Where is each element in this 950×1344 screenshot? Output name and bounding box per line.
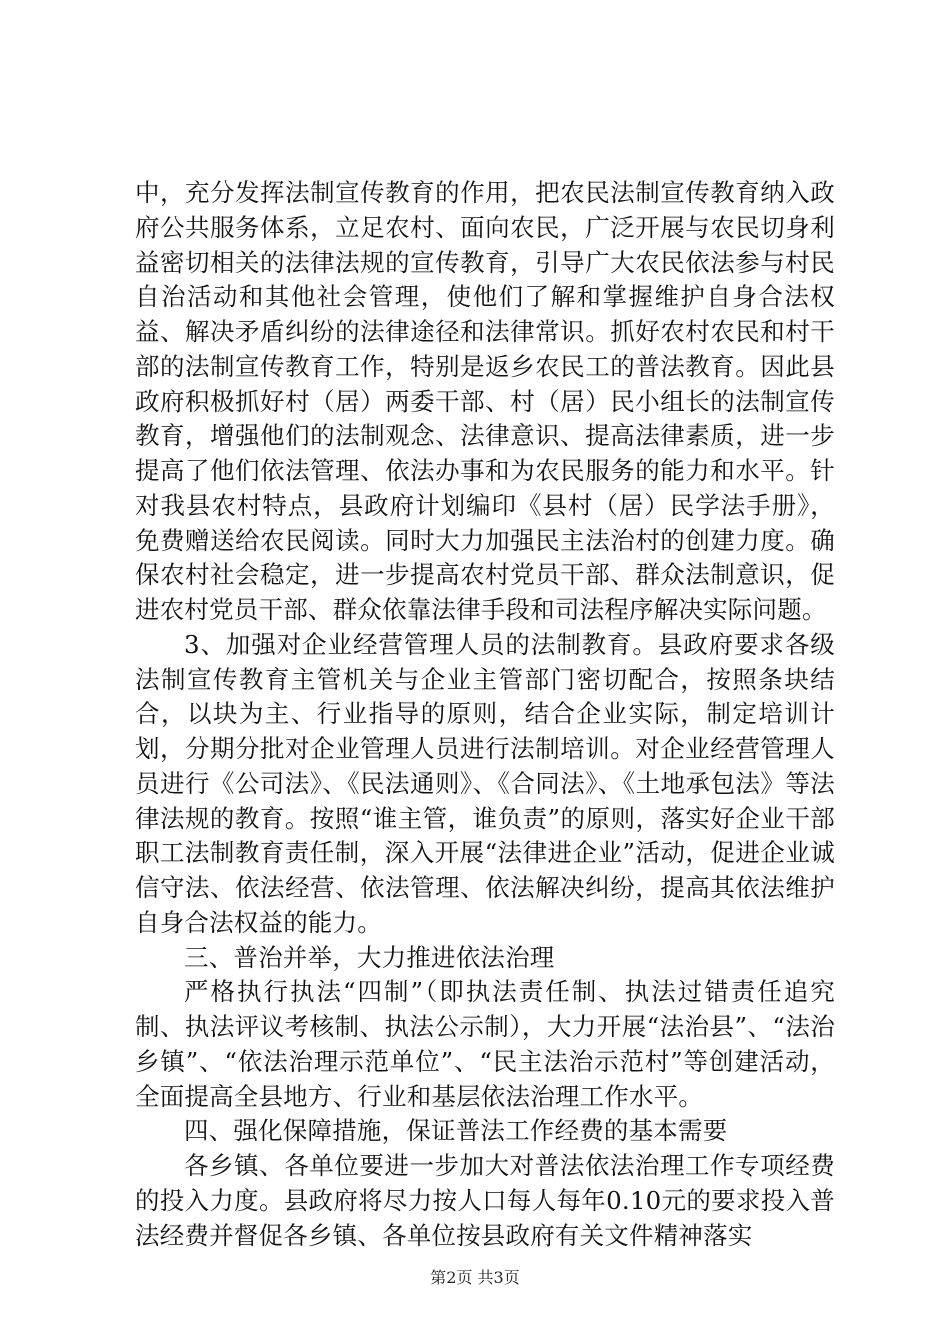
paragraph-law-enforcement: 严格执行执法“四制”（即执法责任制、执法过错责任追究制、执法评议考核制、执法公示制），大力开展“法治县”、“法治乡镇”、“依法治理示范单位”、“民主法治示范村”等创建活动，全面提高全县地方、行业和基层依法治理工作水平。 [135, 977, 835, 1111]
paragraph-funding: 各乡镇、各单位要进一步加大对普法依法治理工作专项经费的投入力度。县政府将尽力按人口每人每年0.10元的要求投入普法经费并督促各乡镇、各单位按县政府有关文件精神落实 [135, 1151, 835, 1250]
page-number-footer: 第2页 共3页 [430, 1268, 520, 1287]
paragraph-rural-legal-education: 中，充分发挥法制宣传教育的作用，把农民法制宣传教育纳入政府公共服务体系，立足农村、面向农民，广泛开展与农民切身利益密切相关的法律法规的宣传教育，引导广大农民依法参与村民自治活动和其他社会管理，使他们了解和掌握维护自身合法权益、解决矛盾纠纷的法律途径和法律常识。抓好农村农民和村干部的法制宣传教育工作，特别是返乡农民工的普法教育。因此县政府积极抓好村（居）两委干部、村（居）民小组长的法制宣传教育，增强他们的法制观念、法律意识、提高法律素质，进一步提高了他们依法管理、依法办事和为农民服务的能力和水平。针对我县农村特点，县政府计划编印《县村（居）民学法手册》，免费赠送给农民阅读。同时大力加强民主法治村的创建力度。确保农村社会稳定，进一步提高农村党员干部、群众法制意识，促进农村党员干部、群众依靠法律手段和司法程序解决实际问题。 [135, 178, 835, 624]
section-heading-governance: 三、普治并举，大力推进依法治理 [184, 942, 555, 972]
section-heading-funding: 四、强化保障措施，保证普法工作经费的基本需要 [184, 1116, 728, 1146]
document-body [135, 176, 835, 1253]
paragraph-enterprise-legal-education: 3、加强对企业经营管理人员的法制教育。县政府要求各级法制宣传教育主管机关与企业主管部门密切配合，按照条块结合，以块为主、行业指导的原则，结合企业实际，制定培训计划，分期分批对企业管理人员进行法制培训。对企业经营管理人员进行《公司法》、《民法通则》、《合同法》、《土地承包法》等法律法规的教育。按照“谁主管，谁负责”的原则，落实好企业干部职工法制教育责任制，深入开展“法律进企业”活动，促进企业诚信守法、依法经营、依法管理、依法解决纠纷，提高其依法维护自身合法权益的能力。 [135, 629, 835, 937]
